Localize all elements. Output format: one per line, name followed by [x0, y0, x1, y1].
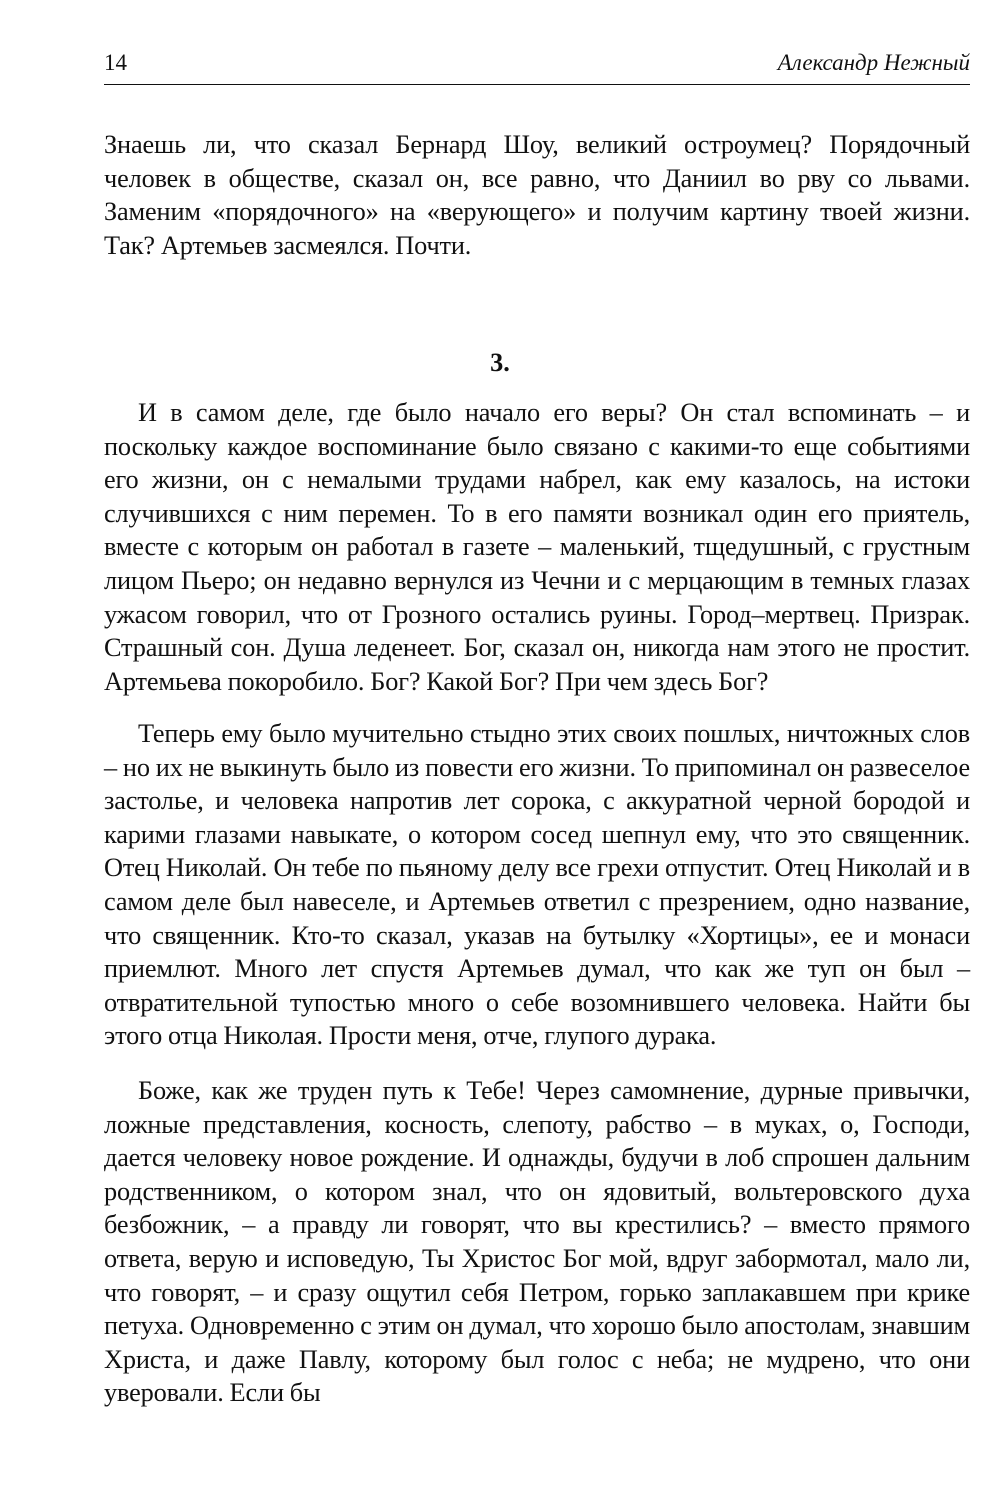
body-paragraph-2: Теперь ему было мучительно стыдно этих своих пошлых, ничтожных слов – но их не выкинуть было из повести его жизни. То припоминал он развеселое застолье, и человека напротив лет сорока, с аккуратной черной бородой и карими глазами навыкате, о котором сосед шепнул ему, что это священник. Отец Николай. Он тебе по пьяному делу все грехи отпустит. Отец Николай и в самом деле был навеселе, и Артемьев ответил с презрением, одно название, что священник. Кто-то сказал, указав на бутылку «Хортицы», ее и монаси приемлют. Много лет спустя Артемьев думал, что как же туп он был – отвратительной тупостью много о себе возомнившего человека. Найти бы этого отца Николая. Прости меня, отче, глупого дурака.: [104, 719, 970, 1051]
page-number: 14: [104, 50, 127, 75]
running-title: Александр Нежный: [777, 50, 970, 75]
section-heading: 3.: [490, 348, 510, 377]
opening-paragraph: Знаешь ли, что сказал Бернард Шоу, великий остроумец? Порядочный человек в обществе, сказал он, все равно, что Даниил во рву со львами. Заменим «порядочного» на «верующего» и получим картину твоей жизни. Так? Артемьев засмеялся. Почти.: [104, 130, 970, 260]
page-header: [104, 44, 970, 85]
body-paragraph-1: И в самом деле, где было начало его веры? Он стал вспоминать – и поскольку каждое воспоминание было связано с какими-то еще событиями его жизни, он с немалыми трудами набрел, как ему казалось, на истоки случившихся с ним перемен. То в его памяти возникал один его приятель, вместе с которым он работал в газете – маленький, тщедушный, с грустным лицом Пьеро; он недавно вернулся из Чечни и с мерцающим в темных глазах ужасом говорил, что от Грозного остались руины. Город–мертвец. Призрак. Страшный сон. Душа леденеет. Бог, сказал он, никогда нам этого не простит. Артемьева покоробило. Бог? Какой Бог? При чем здесь Бог?: [104, 398, 970, 696]
body-paragraph-3: Боже, как же труден путь к Тебе! Через самомнение, дурные привычки, ложные представления, косность, слепоту, рабство – в муках, о, Господи, дается человеку новое рождение. И однажды, будучи в лоб спрошен дальним родственником, о котором знал, что он ядовитый, вольтеровского духа безбожник, – а правду ли говорят, что вы крестились? – вместо прямого ответа, верую и исповедую, Ты Христос Бог мой, вдруг забормотал, мало ли, что говорят, – и сразу ощутил себя Петром, горько заплакавшем при крике петуха. Одновременно с этим он думал, что хорошо было апостолам, знавшим Христа, и даже Павлу, которому был голос с неба; не мудрено, что они уверовали. Если бы: [104, 1076, 970, 1408]
